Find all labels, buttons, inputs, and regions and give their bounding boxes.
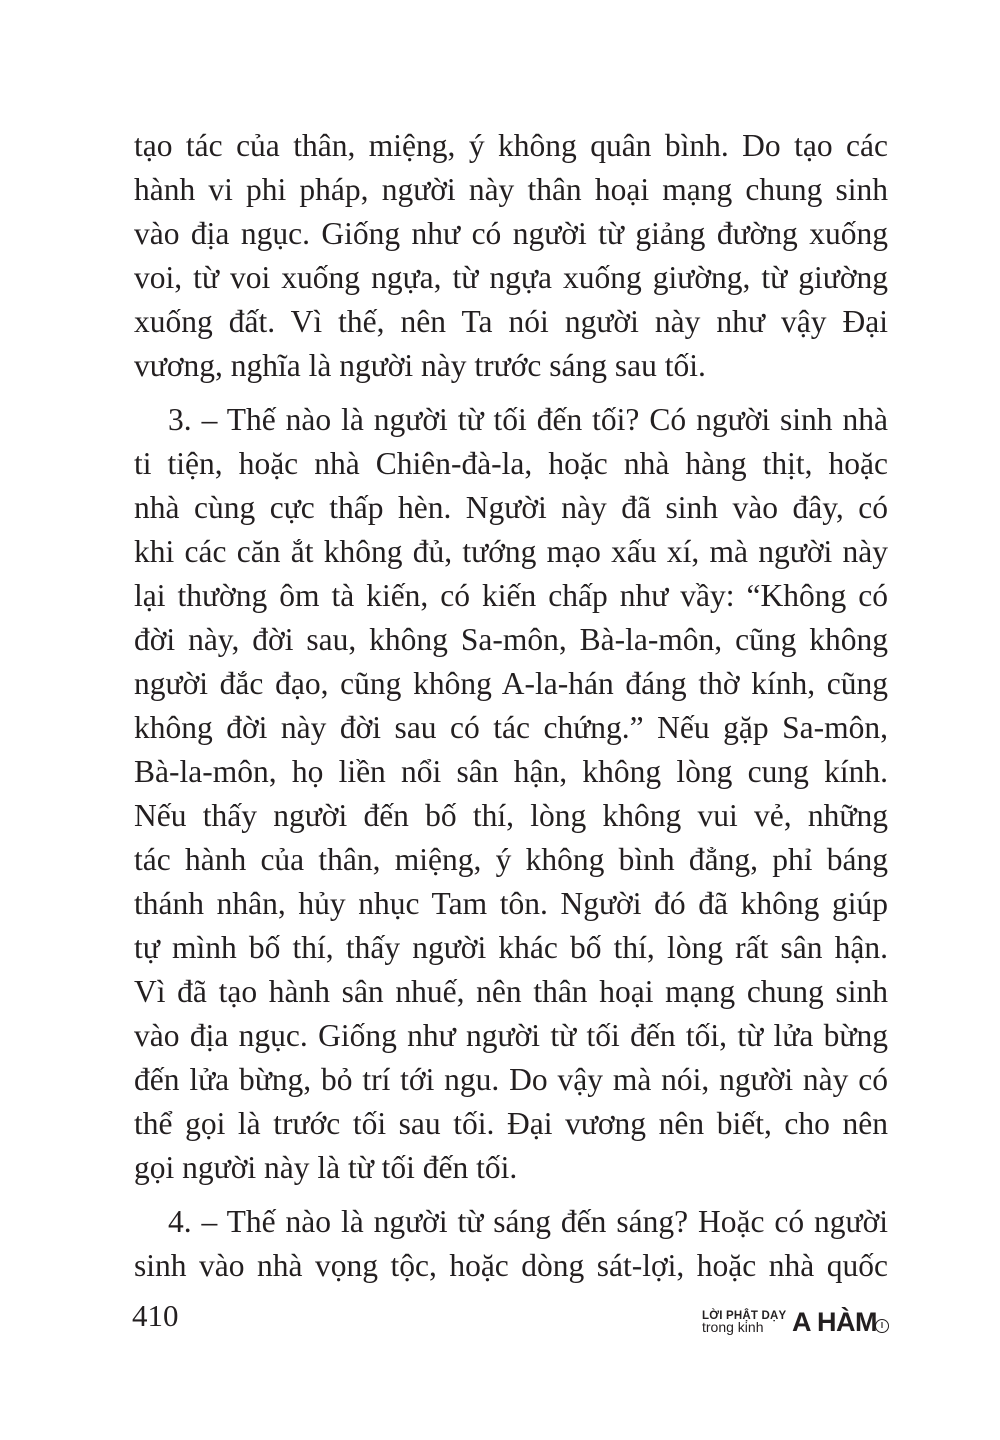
text-line: xuống đất. Vì thế, nên Ta nói người này như vậy Đại [134,304,888,339]
text-line: tác hành của thân, miệng, ý không bình đẳng, phỉ báng [134,842,888,877]
text-line: nhà cùng cực thấp hèn. Người này đã sinh vào đây, có [134,490,888,525]
text-line: đến lửa bừng, bỏ trí tới ngu. Do vậy mà nói, người này có [134,1062,888,1097]
text-line: lại thường ôm tà kiến, có kiến chấp như vầy: “Không có [134,578,888,613]
text-line: Bà-la-môn, họ liền nổi sân hận, không lòng cung kính. [134,754,888,789]
text-line: 4. – Thế nào là người từ sáng đến sáng? Hoặc có người [168,1204,888,1239]
text-line: người đắc đạo, cũng không A-la-hán đáng thờ kính, cũng [134,666,888,701]
text-line: hành vi phi pháp, người này thân hoại mạng chung sinh [134,172,888,207]
page-number: 410 [132,1298,179,1333]
text-line: Vì đã tạo hành sân nhuế, nên thân hoại mạng chung sinh [134,974,888,1009]
text-line: gọi người này là từ tối đến tối. [134,1150,518,1185]
text-line: 3. – Thế nào là người từ tối đến tối? Có người sinh nhà [168,402,888,437]
text-line: khi các căn ắt không đủ, tướng mạo xấu xí, mà người này [134,534,888,569]
text-line: thể gọi là trước tối sau tối. Đại vương nên biết, cho nên [134,1106,888,1141]
text-line: tự mình bố thí, thấy người khác bố thí, lòng rất sân hận. [134,930,888,965]
text-line: sinh vào nhà vọng tộc, hoặc dòng sát-lợi, hoặc nhà quốc [134,1248,888,1283]
book-logo [702,1304,892,1354]
text-line: tạo tác của thân, miệng, ý không quân bình. Do tạo các [134,128,888,163]
text-line: vào địa ngục. Giống như có người từ giảng đường xuống [134,216,888,251]
logo-title: A HÀM [792,1307,877,1337]
text-line: voi, từ voi xuống ngựa, từ ngựa xuống giường, từ giường [134,260,888,295]
text-line: không đời này đời sau có tác chứng.” Nếu gặp Sa-môn, [134,710,888,745]
paragraph-1 [134,124,888,388]
body-text [134,124,888,1298]
text-line: vào địa ngục. Giống như người từ tối đến tối, từ lửa bừng [134,1018,888,1053]
logo-line-bottom: trong kinh [702,1319,764,1335]
logo-line-top: LỜI PHẬT DẠY [702,1310,787,1322]
paragraph-2 [134,398,888,1190]
volume-badge: I [875,1319,889,1333]
text-line: Nếu thấy người đến bố thí, lòng không vui vẻ, những [134,798,888,833]
text-line: vương, nghĩa là người này trước sáng sau tối. [134,348,706,383]
text-line: đời này, đời sau, không Sa-môn, Bà-la-môn, cũng không [134,622,888,657]
text-line: thánh nhân, hủy nhục Tam tôn. Người đó đã không giúp [134,886,888,921]
paragraph-3 [134,1200,888,1288]
text-line: ti tiện, hoặc nhà Chiên-đà-la, hoặc nhà hàng thịt, hoặc [134,446,888,481]
